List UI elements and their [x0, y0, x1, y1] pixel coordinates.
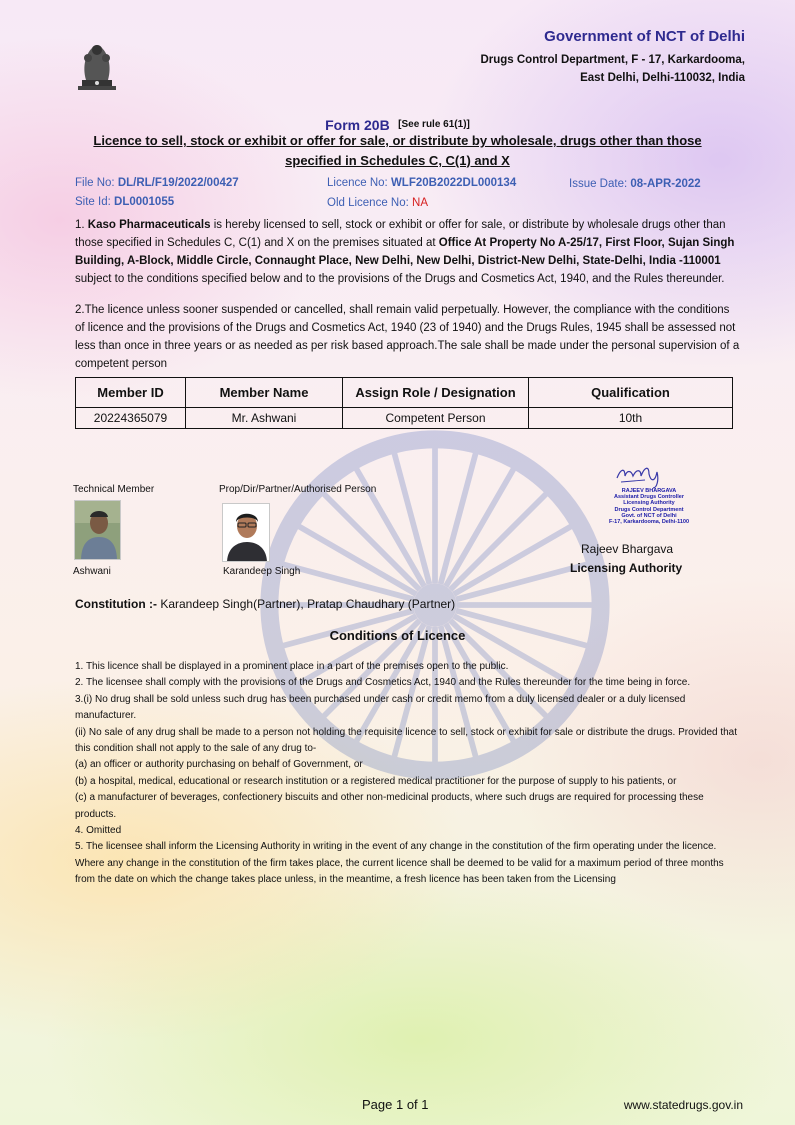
technical-member-label: Technical Member [73, 484, 155, 495]
person-photo-icon [75, 501, 121, 560]
signature-icon [615, 462, 667, 490]
site-id-value: DL0001055 [114, 196, 175, 208]
licence-heading-line1: Licence to sell, stock or exhibit or offer for sale, or distribute by wholesale, drugs other than those [93, 133, 702, 148]
department-address-line2: East Delhi, Delhi-110032, India [580, 72, 745, 84]
member-name-cell: Mr. Ashwani [186, 408, 343, 429]
constitution-value: Karandeep Singh(Partner), Pratap Chaudhary (Partner) [160, 597, 456, 611]
condition-item: 4. Omitted [75, 825, 122, 837]
condition-item: (b) a hospital, medical, educational or research institution or a registered medical practitioner for the purpose of supply to his patients, or [75, 775, 677, 787]
constitution-label: Constitution :- [75, 597, 157, 611]
person-photo-icon [223, 504, 270, 562]
column-header: Member ID [76, 378, 186, 408]
form-rule: [See rule 61(1)] [398, 119, 470, 130]
column-header: Member Name [186, 378, 343, 408]
file-no: File No: DL/RL/F19/2022/00427 [75, 177, 239, 189]
government-title: Government of NCT of Delhi [544, 28, 745, 45]
column-header: Qualification [529, 378, 733, 408]
department-address-line1: Drugs Control Department, F - 17, Karkardooma, [480, 54, 745, 66]
member-qualification-cell: 10th [529, 408, 733, 429]
member-id-cell: 20224365079 [76, 408, 186, 429]
licence-no-value: WLF20B2022DL000134 [390, 177, 517, 189]
licence-paragraph-2: 2.The licence unless sooner suspended or cancelled, shall remain valid perpetually. However, the compliance with the conditions of licence and the provisions of the Drugs and Cosmetics Act, 1940 (23 of 1940) and the Drugs Rules, 1945 shall be assessed not less than once in three years or as needed as per risk based approach.The sale shall be made under the personal supervision of a competent person [75, 304, 740, 370]
form-name: Form 20B [325, 117, 390, 133]
official-seal: RAJEEV BHARGAVA Assistant Drugs Controller Licensing Authority Drugs Control Department Govt. of NCT of Delhi F-17, Karkardooma, Delhi-1100 [608, 488, 690, 526]
website-url: www.statedrugs.gov.in [623, 1098, 743, 1112]
licence-no: Licence No: WLF20B2022DL000134 [327, 177, 517, 189]
firm-name: Kaso Pharmaceuticals [87, 219, 211, 231]
condition-item: 2. The licensee shall comply with the provisions of the Drugs and Cosmetics Act, 1940 and the Rules thereunder for the time being in force. [75, 677, 691, 689]
constitution [75, 597, 455, 611]
technical-member-name: Ashwani [73, 566, 111, 577]
condition-item: 5. The licensee shall inform the Licensing Authority in writing in the event of any change in the constitution of the firm operating under the licence. Where any change in the constitution of the firm takes place, the current licence shall be deemed to be valid for a maximum period of three months from the date on which the change takes place unless, in the meantime, a fresh licence has been taken from the Licensing [75, 841, 724, 886]
conditions-title: Conditions of Licence [329, 628, 466, 643]
table-header-row [76, 378, 733, 408]
old-licence-no: Old Licence No: NA [327, 197, 429, 209]
prop-name: Karandeep Singh [223, 566, 301, 577]
condition-item: (c) a manufacturer of beverages, confectionery biscuits and other non-medicinal products, where such drugs are required for processing these products. [75, 792, 704, 820]
authority-name: Rajeev Bhargava [581, 542, 674, 556]
licence-heading-line2: specified in Schedules C, C(1) and X [285, 153, 510, 168]
condition-item: (a) an officer or authority purchasing on behalf of Government, or [75, 759, 363, 771]
condition-item: (ii) No sale of any drug shall be made to a person not holding the requisite licence to sell, stock or exhibit for sale or distribute the drugs. Provided that this condition shall not apply to the sale of any drug to- [75, 726, 738, 755]
issue-date-value: 08-APR-2022 [630, 178, 701, 190]
column-header: Assign Role / Designation [343, 378, 529, 408]
table-row [76, 408, 733, 429]
licence-paragraph-1: 1. Kaso Pharmaceuticals is hereby licensed to sell, stock or exhibit or offer for sale, or distribute by wholesale drugs other than those specified in Schedules C, C(1) and X on the premises situated at Office At Property No A-25/17, First Floor, Sujan Singh Building, A-Block, Middle Circle, Connaught Place, New Delhi, New Delhi, District-New Delhi, State-Delhi, India -110001 subject to the conditions specified below and to the provisions of the Drugs and Cosmetics Act, 1940, and the Rules thereunder. [75, 219, 735, 285]
state-emblem-icon [72, 36, 122, 94]
condition-item: 3.(i) No drug shall be sold unless such drug has been purchased under cash or credit memo from a duly licensed dealer or a duly licensed manufacturer. [75, 693, 686, 722]
member-role-cell: Competent Person [343, 408, 529, 429]
prop-photo [222, 503, 270, 562]
issue-date: Issue Date: 08-APR-2022 [569, 178, 701, 190]
members-table [75, 377, 733, 429]
old-licence-value: NA [412, 197, 429, 209]
site-id: Site Id: DL0001055 [75, 196, 175, 208]
premises-address: Office At Property No A-25/17, First Floor, Sujan Singh Building, A-Block, Middle Circle, Connaught Place, New Delhi, New Delhi, District-New Delhi, State-Delhi, India -110001 [75, 237, 735, 267]
prop-label: Prop/Dir/Partner/Authorised Person [219, 484, 377, 495]
authority-title: Licensing Authority [570, 561, 683, 575]
condition-item: 1. This licence shall be displayed in a prominent place in a part of the premises open to the public. [75, 661, 509, 672]
page-number: Page 1 of 1 [362, 1097, 429, 1112]
conditions-list [75, 659, 745, 889]
file-no-value: DL/RL/F19/2022/00427 [117, 177, 239, 189]
technical-member-photo [74, 500, 121, 560]
